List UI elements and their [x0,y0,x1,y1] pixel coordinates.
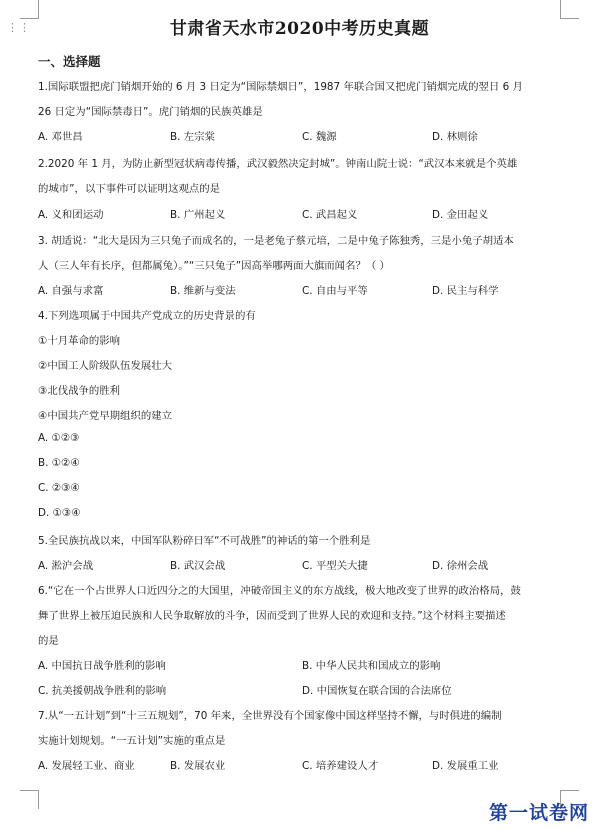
q2-option-c[interactable]: C. 武昌起义 [302,209,358,221]
q4-item-4: ④中国共产党早期组织的建立 [38,410,173,422]
q4-item-1: ①十月革命的影响 [38,335,121,347]
q4-item-2: ②中国工人阶级队伍发展壮大 [38,360,173,372]
section-heading: 一、选择题 [38,54,101,69]
q6-option-d[interactable]: D. 中国恢复在联合国的合法席位 [302,685,452,697]
q4-stem: 4.下列选项属于中国共产党成立的历史背景的有 [38,310,256,322]
q6-stem-line3: 的是 [38,635,59,647]
q4-option-a[interactable]: A. ①②③ [38,432,80,444]
q6-option-a[interactable]: A. 中国抗日战争胜利的影响 [38,660,166,672]
q1-stem-line1: 1.国际联盟把虎门销烟开始的 6 月 3 日定为“国际禁烟日”，1987 年联合国又把虎门销烟完成的翌日 6 月 [38,81,523,93]
q7-option-b[interactable]: B. 发展农业 [170,760,226,772]
q2-stem-line1: 2.2020 年 1 月，为防止新型冠状病毒传播，武汉毅然决定封城”。钟南山院士说：“武汉本来就是个英雄 [38,158,518,170]
q6-stem-line2: 舞了世界上被压迫民族和人民争取解放的斗争，因而受到了世界人民的欢迎和支持。”这个材料主要描述 [38,610,506,622]
q5-option-c[interactable]: C. 平型关大捷 [302,560,368,572]
q1-option-b[interactable]: B. 左宗棠 [170,131,215,143]
q1-stem-line2: 26 日定为“国际禁毒日”。虎门销烟的民族英雄是 [38,106,263,118]
q1-option-a[interactable]: A. 邓世昌 [38,131,83,143]
q3-stem-line1: 3. 胡适说：“北大是因为三只兔子而成名的，一是老兔子蔡元培，二是中兔子陈独秀，三是小兔子胡适本 [38,235,514,247]
q2-option-b[interactable]: B. 广州起义 [170,209,226,221]
q7-option-c[interactable]: C. 培养建设人才 [302,760,379,772]
q2-stem-line2: 的城市”，以下事件可以证明这观点的是 [38,183,221,195]
q3-option-c[interactable]: C. 自由与平等 [302,285,368,297]
q3-stem-line2: 人（三人年有长序，但都属兔）。”“三只兔子”因高举哪两面大旗而闻名？（ ） [38,260,390,272]
q4-option-b[interactable]: B. ①②④ [38,457,80,469]
q1-option-d[interactable]: D. 林则徐 [432,131,478,143]
q7-option-a[interactable]: A. 发展轻工业、商业 [38,760,135,772]
q2-option-d[interactable]: D. 金田起义 [432,209,489,221]
q3-option-a[interactable]: A. 自强与求富 [38,285,104,297]
q1-option-c[interactable]: C. 魏源 [302,131,337,143]
q6-option-c[interactable]: C. 抗美援朝战争胜利的影响 [38,685,167,697]
q3-option-d[interactable]: D. 民主与科学 [432,285,499,297]
q6-stem-line1: 6.“它在一个占世界人口近四分之的大国里，冲破帝国主义的东方战线，极大地改变了世界的政治格局，鼓 [38,585,521,597]
q5-option-a[interactable]: A. 淞沪会战 [38,560,94,572]
q3-option-b[interactable]: B. 维新与变法 [170,285,236,297]
q7-stem-line1: 7.从“一五计划”到“十三五规划”，70 年来，全世界没有个国家像中国这样坚持不懈，与时俱进的编制 [38,710,502,722]
q4-option-c[interactable]: C. ②③④ [38,482,80,494]
q7-option-d[interactable]: D. 发展重工业 [432,760,499,772]
page-title: 甘肃省天水市2020中考历史真题 [169,19,430,39]
q5-option-d[interactable]: D. 徐州会战 [432,560,489,572]
q2-option-a[interactable]: A. 义和团运动 [38,209,104,221]
site-watermark: 第一试卷网 [488,802,589,824]
crop-mark-bottom-left [20,790,39,809]
q6-option-b[interactable]: B. 中华人民共和国成立的影响 [302,660,441,672]
drag-handle-icon[interactable]: ⋮⋮ [7,21,31,34]
q5-stem: 5.全民族抗战以来，中国军队粉碎日军“不可战胜”的神话的第一个胜利是 [38,535,371,547]
q4-option-d[interactable]: D. ①③④ [38,507,81,519]
q7-stem-line2: 实施计划规划。“一五计划”实施的重点是 [38,735,226,747]
q5-option-b[interactable]: B. 武汉会战 [170,560,226,572]
q4-item-3: ③北伐战争的胜利 [38,385,121,397]
